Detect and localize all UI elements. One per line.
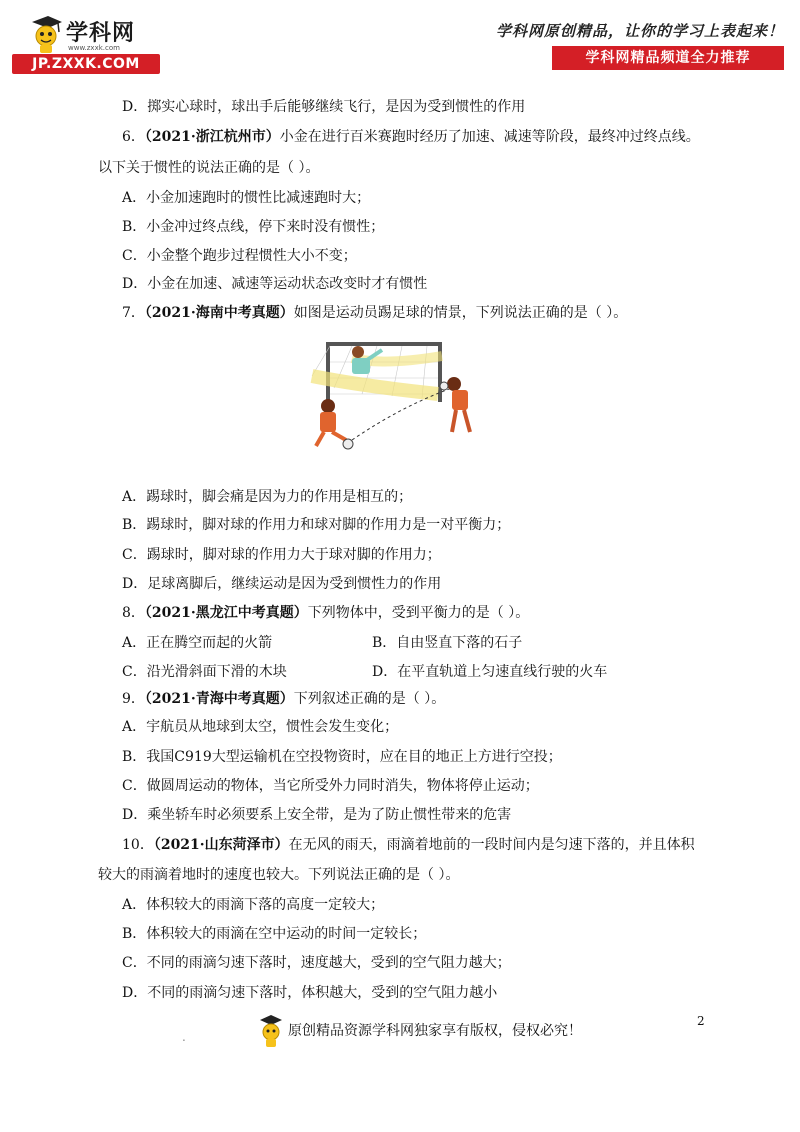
- mascot-icon: [28, 14, 64, 54]
- page-number: 2: [697, 1014, 705, 1028]
- page-header: [0, 0, 800, 80]
- option-line: B．小金冲过终点线，停下来时没有惯性；: [122, 219, 385, 235]
- option-line: D．在平直轨道上匀速直线行驶的火车: [372, 664, 608, 680]
- question-7: 7．（2021·海南中考真题）如图是运动员踢足球的情景，下列说法正确的是（ ）。: [122, 305, 628, 321]
- option-line: D．小金在加速、减速等运动状态改变时才有惯性: [122, 276, 428, 292]
- question-source: （2021·山东菏泽市）: [153, 837, 289, 853]
- text-line: 较大的雨滴着地时的速度也较大。下列说法正确的是（ ）。: [98, 867, 460, 883]
- option-line: B．体积较大的雨滴在空中运动的时间一定较长；: [122, 926, 427, 942]
- header-channel-banner: 学科网精品频道全力推荐: [552, 46, 784, 70]
- option-line: A．小金加速跑时的惯性比减速跑时大；: [122, 190, 371, 206]
- logo-url: JP.ZXXK.COM: [12, 54, 160, 74]
- option-line: C．做圆周运动的物体，当它所受外力同时消失，物体将停止运动；: [122, 778, 539, 794]
- question-source: （2021·海南中考真题）: [144, 305, 294, 321]
- option-line: B．踢球时，脚对球的作用力和球对脚的作用力是一对平衡力；: [122, 517, 511, 533]
- option-line: A．宇航员从地球到太空，惯性会发生变化；: [122, 719, 399, 735]
- option-line: D．乘坐轿车时必须要系上安全带，是为了防止惯性带来的危害: [122, 807, 512, 823]
- option-line: C．小金整个跑步过程惯性大小不变；: [122, 248, 357, 264]
- zxxk-logo[interactable]: [12, 14, 162, 76]
- question-source: （2021·黑龙江中考真题）: [144, 605, 308, 621]
- option-line: A．踢球时，脚会痛是因为力的作用是相互的；: [122, 489, 413, 505]
- option-line: D．不同的雨滴匀速下落时，体积越大，受到的空气阻力越小: [122, 985, 498, 1001]
- footer-copyright: 原创精品资源学科网独家享有版权，侵权必究！: [288, 1023, 582, 1039]
- logo-sub: www.zxxk.com: [68, 44, 120, 52]
- text-line: D．掷实心球时，球出手后能够继续飞行，是因为受到惯性的作用: [122, 99, 526, 115]
- option-line: A．正在腾空而起的火箭: [122, 635, 273, 651]
- question-source: （2021·浙江杭州市）: [144, 129, 280, 145]
- option-line: C．沿光滑斜面下滑的木块: [122, 664, 287, 680]
- question-6: 6．（2021·浙江杭州市）小金在进行百米赛跑时经历了加速、减速等阶段，最终冲过终点线。: [122, 129, 700, 145]
- option-line: A．体积较大的雨滴下落的高度一定较大；: [122, 897, 385, 913]
- logo-name: 学科网: [66, 21, 136, 46]
- option-line: C．踢球时，脚对球的作用力大于球对脚的作用力；: [122, 547, 441, 563]
- footer-dot: .: [182, 1030, 186, 1044]
- header-slogan: 学科网原创精品，让你的学习上表起来！: [495, 22, 784, 40]
- soccer-illustration: [292, 336, 512, 458]
- question-10: 10．（2021·山东菏泽市）在无风的雨天，雨滴着地前的一段时间内是匀速下落的，并且体积: [122, 837, 695, 853]
- option-line: C．不同的雨滴匀速下落时，速度越大，受到的空气阻力越大；: [122, 955, 511, 971]
- option-line: B．我国C919大型运输机在空投物资时，应在目的地正上方进行空投；: [122, 749, 562, 765]
- question-8: 8．（2021·黑龙江中考真题）下列物体中，受到平衡力的是（ ）。: [122, 605, 530, 621]
- question-source: （2021·青海中考真题）: [144, 691, 294, 707]
- question-9: 9．（2021·青海中考真题）下列叙述正确的是（ ）。: [122, 691, 446, 707]
- text-line: 以下关于惯性的说法正确的是（ ）。: [98, 160, 320, 176]
- option-line: B．自由竖直下落的石子: [372, 635, 523, 651]
- option-line: D．足球离脚后，继续运动是因为受到惯性力的作用: [122, 576, 442, 592]
- mascot-icon: [258, 1014, 284, 1048]
